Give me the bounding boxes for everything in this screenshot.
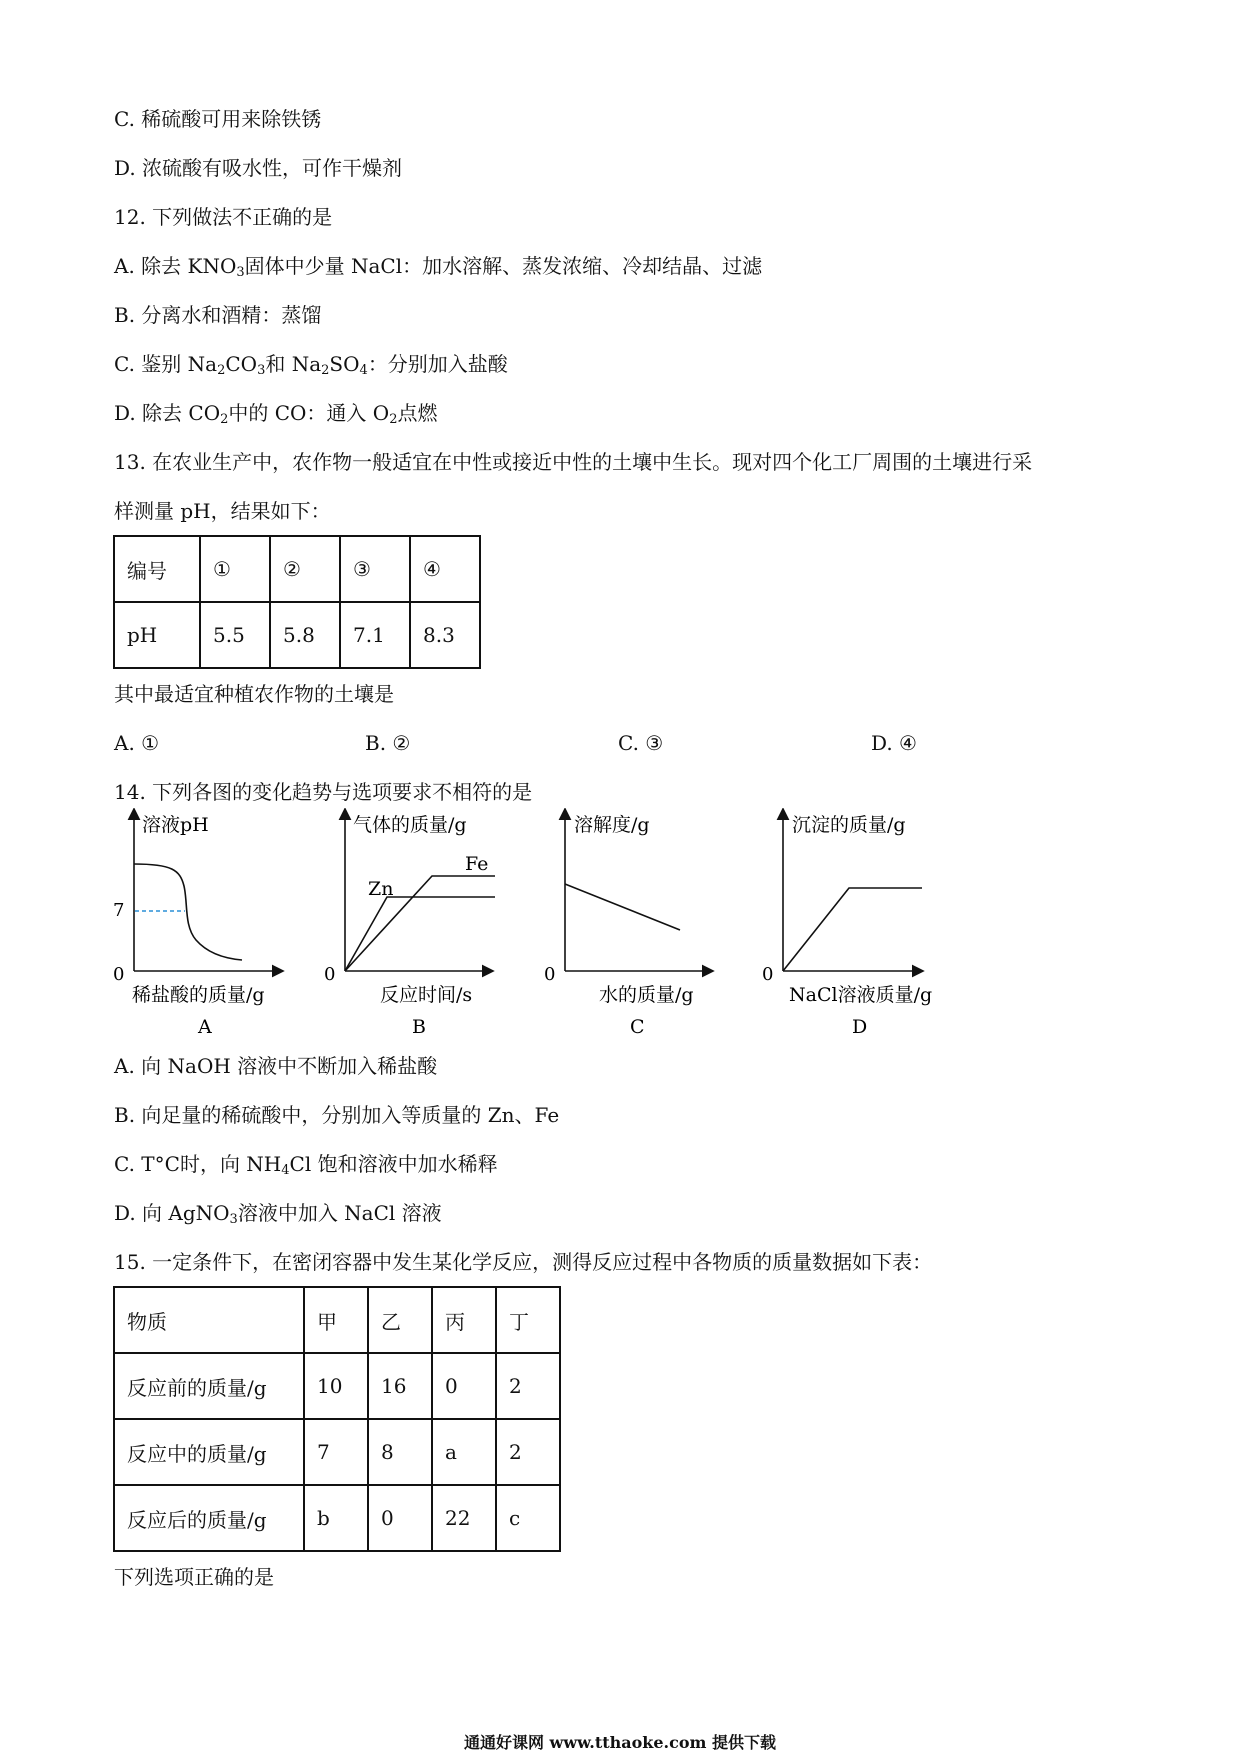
graph-a-caption: A (198, 1016, 212, 1038)
option-13d: D. ④ (871, 731, 917, 755)
graph-d-caption: D (852, 1016, 868, 1038)
graph-c-caption: C (630, 1016, 645, 1038)
graph-b-fe-label: Fe (465, 853, 489, 875)
graph-c-xlabel: 水的质量/g (599, 984, 694, 1006)
ph-table-cell: 5.8 (270, 602, 340, 668)
trend-graphs (110, 808, 970, 1053)
graph-b (324, 812, 495, 1038)
mass-table-cell: 乙 (368, 1287, 432, 1353)
question-15-stem: 15. 一定条件下，在密闭容器中发生某化学反应，测得反应过程中各物质的质量数据如下表： (114, 1250, 933, 1274)
mass-table-row (114, 1485, 560, 1551)
graph-b-caption: B (412, 1016, 426, 1038)
question-12-stem: 12. 下列做法不正确的是 (114, 205, 333, 229)
option-11c: C. 稀硫酸可用来除铁锈 (114, 107, 322, 131)
graph-c-solubility-line (565, 884, 680, 930)
option-14a: A. 向 NaOH 溶液中不断加入稀盐酸 (114, 1054, 438, 1078)
mass-table-cell: 丁 (496, 1287, 560, 1353)
option-12a: A. 除去 $KNO_3$固体中少量 NaCl：加水溶解、蒸发浓缩、冷却结晶、过滤 (114, 254, 763, 280)
mass-table-header-row (114, 1287, 560, 1353)
graph-d-origin: 0 (762, 964, 774, 985)
mass-table-cell: 反应前的质量/g (114, 1353, 304, 1419)
ph-table-cell: 8.3 (410, 602, 480, 668)
option-14b: B. 向足量的稀硫酸中，分别加入等质量的 Zn、Fe (114, 1103, 560, 1127)
mass-table-cell: 10 (304, 1353, 368, 1419)
graph-d-precipitate-line (783, 888, 922, 971)
ph-table-cell: 编号 (114, 536, 200, 602)
graph-a-xlabel: 稀盐酸的质量/g (132, 984, 265, 1006)
graph-b-origin: 0 (324, 964, 336, 985)
graph-d (762, 812, 932, 1038)
mass-table-cell: 2 (496, 1353, 560, 1419)
ph-table-header-row (114, 536, 480, 602)
option-13b: B. ② (365, 731, 411, 755)
graph-a-ylabel: 溶液pH (142, 814, 209, 836)
footer-watermark: 通通好课网 www.tthaoke.com 提供下载 (463, 1733, 777, 1752)
question-15-prompt: 下列选项正确的是 (114, 1565, 274, 1589)
graph-a-tick-7: 7 (113, 900, 125, 921)
graph-b-zn-line (345, 897, 495, 971)
mass-table-cell: 7 (304, 1419, 368, 1485)
option-12b: B. 分离水和酒精：蒸馏 (114, 303, 322, 327)
graph-a-origin: 0 (113, 964, 125, 985)
question-13-prompt: 其中最适宜种植农作物的土壤是 (114, 682, 394, 706)
mass-table-cell: 反应中的质量/g (114, 1419, 304, 1485)
mass-table (113, 1286, 561, 1552)
graph-d-xlabel: NaCl溶液质量/g (789, 984, 933, 1006)
ph-table-cell: ② (270, 536, 340, 602)
mass-table-cell: 物质 (114, 1287, 304, 1353)
mass-table-row (114, 1353, 560, 1419)
graph-b-xlabel: 反应时间/s (380, 984, 473, 1006)
option-14d: D. 向 AgNO$_3$溶液中加入 NaCl 溶液 (114, 1201, 442, 1227)
graph-a (113, 812, 280, 1038)
mass-table-cell: 16 (368, 1353, 432, 1419)
mass-table-cell: 2 (496, 1419, 560, 1485)
ph-table-row (114, 602, 480, 668)
ph-table-cell: pH (114, 602, 200, 668)
ph-table-cell: ④ (410, 536, 480, 602)
graph-b-zn-label: Zn (368, 878, 394, 900)
ph-table (113, 535, 481, 669)
graph-c-ylabel: 溶解度/g (574, 814, 650, 836)
ph-table-cell: 7.1 (340, 602, 410, 668)
ph-table-cell: ① (200, 536, 270, 602)
option-13c: C. ③ (618, 731, 664, 755)
mass-table-cell: b (304, 1485, 368, 1551)
option-12c: C. 鉴别 $Na_2CO_3$和 $Na_2SO_4$：分别加入盐酸 (114, 352, 508, 378)
mass-table-cell: a (432, 1419, 496, 1485)
mass-table-cell: 8 (368, 1419, 432, 1485)
graph-c-origin: 0 (544, 964, 556, 985)
mass-table-row (114, 1419, 560, 1485)
mass-table-cell: 22 (432, 1485, 496, 1551)
mass-table-cell: c (496, 1485, 560, 1551)
option-12d: D. 除去 $CO_2$中的 CO：通入 $O_2$点燃 (114, 401, 438, 427)
mass-table-cell: 甲 (304, 1287, 368, 1353)
question-13-stem: 13. 在农业生产中，农作物一般适宜在中性或接近中性的土壤中生长。现对四个化工厂周围的土壤进行采 (114, 450, 1033, 474)
ph-table-cell: ③ (340, 536, 410, 602)
trend-graphs-svg (110, 808, 970, 1053)
mass-table-cell: 丙 (432, 1287, 496, 1353)
graph-a-ph-curve (134, 864, 242, 960)
option-14c: C. T°C时，向 $NH_4Cl$ 饱和溶液中加水稀释 (114, 1152, 498, 1178)
option-11d: D. 浓硫酸有吸水性，可作干燥剂 (114, 156, 403, 180)
option-13a: A. ① (114, 731, 160, 755)
graph-b-ylabel: 气体的质量/g (353, 814, 467, 836)
mass-table-cell: 0 (368, 1485, 432, 1551)
mass-table-cell: 0 (432, 1353, 496, 1419)
graph-c (544, 812, 710, 1038)
question-14-stem: 14. 下列各图的变化趋势与选项要求不相符的是 (114, 780, 533, 804)
question-13-stem-cont: 样测量 pH，结果如下： (114, 499, 331, 523)
graph-d-ylabel: 沉淀的质量/g (792, 814, 906, 836)
ph-table-cell: 5.5 (200, 602, 270, 668)
mass-table-cell: 反应后的质量/g (114, 1485, 304, 1551)
